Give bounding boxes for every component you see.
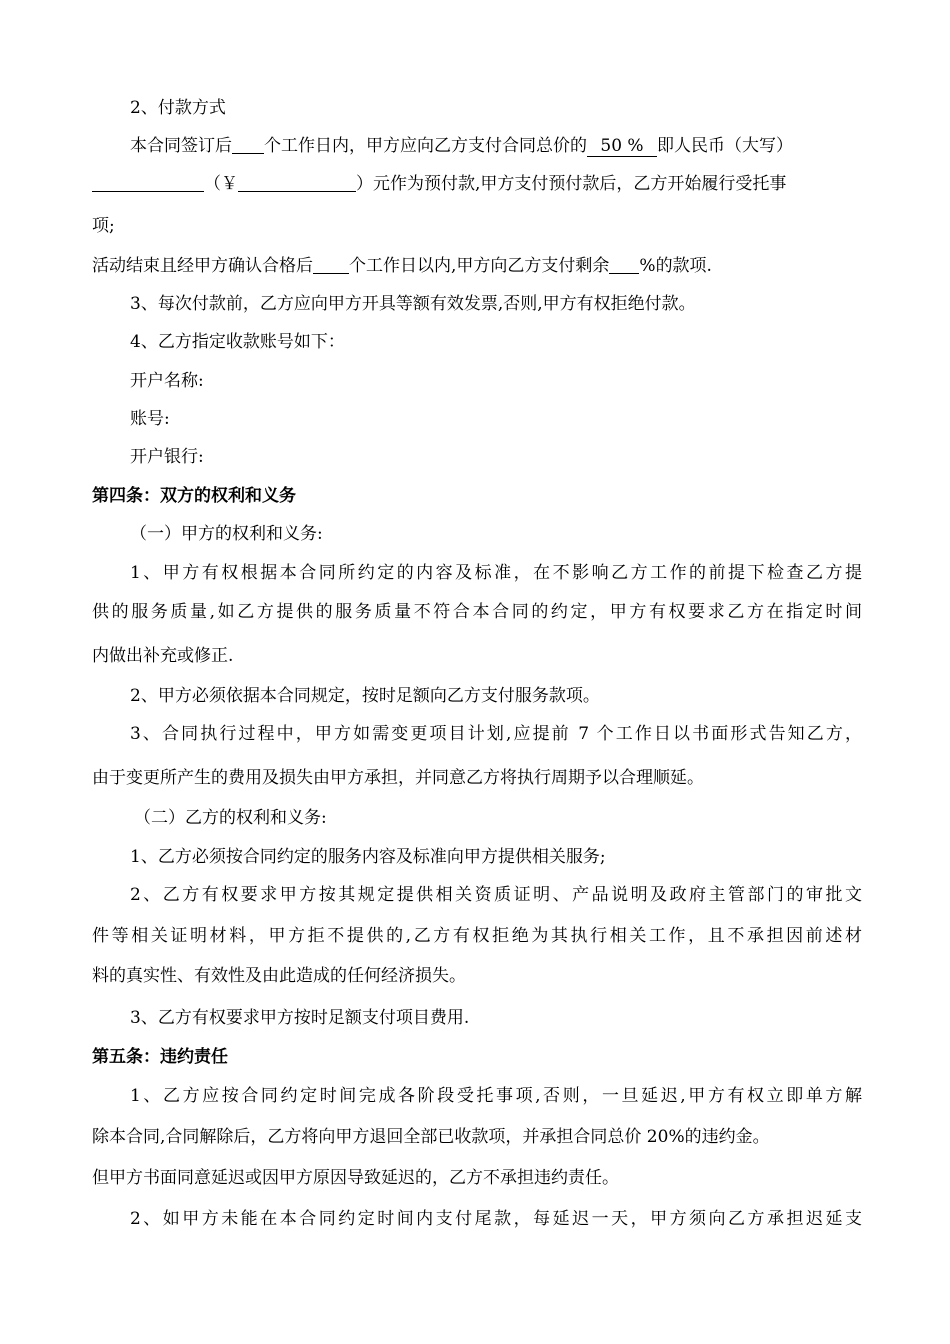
payment-clause-line-2: （￥ ）元作为预付款,甲方支付预付款后，乙方开始履行受托事 xyxy=(92,172,862,196)
breach-item-1-line-1: 1、乙方应按合同约定时间完成各阶段受托事项,否则，一旦延迟,甲方有权立即单方解 xyxy=(130,1086,862,1106)
party-a-subheading: （一）甲方的权利和义务: xyxy=(130,524,323,544)
party-a-item-1-line-2: 供的服务质量,如乙方提供的服务质量不符合本合同的约定，甲方有权要求乙方在指定时间 xyxy=(92,602,862,622)
account-number-label: 账号: xyxy=(130,409,170,429)
blank-amount-figures xyxy=(238,172,356,192)
breach-item-1-line-2: 除本合同,合同解除后，乙方将向甲方退回全部已收款项，并承担合同总价 20%的违约金。 xyxy=(92,1127,770,1147)
breach-item-1-line-3: 但甲方书面同意延迟或因甲方原因导致延迟的，乙方不承担违约责任。 xyxy=(92,1168,619,1188)
party-b-item-2-line-3: 料的真实性、有效性及由此造成的任何经济损失。 xyxy=(92,966,466,986)
party-b-item-2-line-2: 件等相关证明材料，甲方拒不提供的,乙方有权拒绝为其执行相关工作，且不承担因前述材 xyxy=(92,926,862,946)
article-5-heading: 第五条：违约责任 xyxy=(92,1047,228,1067)
breach-item-2-line-1: 2、如甲方未能在本合同约定时间内支付尾款，每延迟一天，甲方须向乙方承担迟延支 xyxy=(130,1209,862,1229)
article-4-heading: 第四条：双方的权利和义务 xyxy=(92,486,296,506)
payment-clause-line-3: 项; xyxy=(92,216,115,236)
prepay-percent: 50 % xyxy=(587,136,657,157)
party-a-item-1-line-3: 内做出补充或修正. xyxy=(92,646,234,666)
blank-balance-days xyxy=(313,254,349,274)
payment-method-heading: 2、付款方式 xyxy=(130,98,226,118)
blank-amount-words xyxy=(92,172,204,192)
party-a-item-3-line-1: 3、合同执行过程中，甲方如需变更项目计划,应提前 7 个工作日以书面形式告知乙方， xyxy=(130,724,862,744)
party-a-item-3-line-2: 由于变更所产生的费用及损失由甲方承担，并同意乙方将执行周期予以合理顺延。 xyxy=(92,768,704,788)
party-b-item-3: 3、乙方有权要求甲方按时足额支付项目费用. xyxy=(130,1008,470,1028)
bank-name-label: 开户银行: xyxy=(130,447,204,467)
party-a-item-1-line-1: 1、甲方有权根据本合同所约定的内容及标准，在不影响乙方工作的前提下检查乙方提 xyxy=(130,563,862,583)
invoice-clause: 3、每次付款前，乙方应向甲方开具等额有效发票,否则,甲方有权拒绝付款。 xyxy=(130,294,696,314)
account-clause: 4、乙方指定收款账号如下： xyxy=(130,332,345,352)
payment-clause-line-1: 本合同签订后 个工作日内，甲方应向乙方支付合同总价的 50 % 即人民币（大写） xyxy=(130,136,793,156)
party-b-item-1: 1、乙方必须按合同约定的服务内容及标准向甲方提供相关服务; xyxy=(130,847,606,867)
party-a-item-2: 2、甲方必须依据本合同规定，按时足额向乙方支付服务款项。 xyxy=(130,686,600,706)
blank-balance-percent xyxy=(609,254,639,274)
party-b-subheading: （二）乙方的权利和义务: xyxy=(134,808,327,828)
account-name-label: 开户名称: xyxy=(130,371,204,391)
blank-working-days xyxy=(232,134,264,154)
balance-payment-line: 活动结束且经甲方确认合格后 个工作日以内,甲方向乙方支付剩余 %的款项. xyxy=(92,256,712,276)
party-b-item-2-line-1: 2、乙方有权要求甲方按其规定提供相关资质证明、产品说明及政府主管部门的审批文 xyxy=(130,885,862,905)
